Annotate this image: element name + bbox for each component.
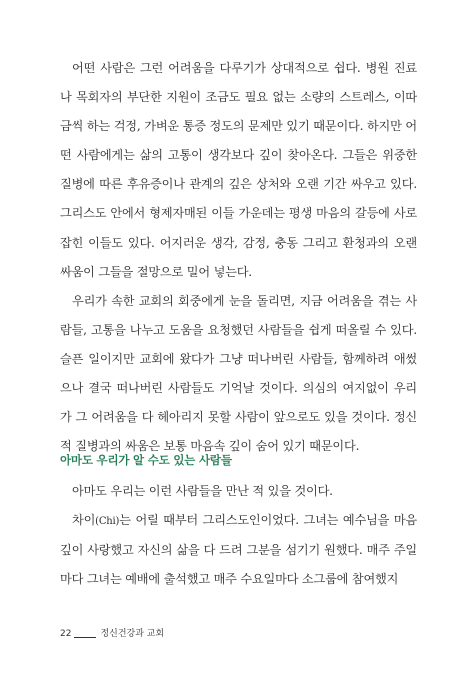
page-number: 22	[60, 629, 72, 639]
paragraph: 아마도 우리는 이런 사람들을 만난 적 있을 것이다.	[72, 484, 333, 498]
page-footer	[60, 628, 164, 640]
name-annotation: (Chi)	[95, 516, 120, 528]
running-title: 정신건강과 교회	[100, 629, 165, 639]
paragraph: 우리가 속한 교회의 회중에게 눈을 돌리면, 지금 어려움을 겪는 사람들, 고통을 나누고 도움을 요청했던 사람들을 쉽게 떠올릴 수 있다. 슬픈 일이지만 교회에 왔다가 그냥 떠나버린 사람들, 함께하려 애썼으나 결국 떠나버린 사람들도 기억날 것이다. 의심의 여지없이 우리가 그 어려움을 다 헤아리지 못할 사람이 앞으로도 있을 것이다. 정신적 질병과의 싸움은 보통 마음속 깊이 숨어 있기 때문이다.	[60, 293, 417, 454]
paragraph: 어떤 사람은 그런 어려움을 다루기가 상대적으로 쉽다. 병원 진료나 목회자의 부단한 지원이 조금도 필요 없는 소량의 스트레스, 이따금씩 하는 걱정, 가벼운 통증 정도의 문제만 있기 때문이다. 하지만 어떤 사람에게는 삶의 고통이 생각보다 깊이 찾아온다. 그들은 위중한 질병에 따른 후유증이나 관계의 깊은 상처와 오랜 기간 싸우고 있다. 그리스도 안에서 형제자매된 이들 가운데는 평생 마음의 갈등에 사로잡힌 이들도 있다. 어지러운 생각, 감정, 충동 그리고 환청과의 오랜 싸움이 그들을 절망으로 밀어 넣는다.	[60, 61, 417, 279]
footer-rule	[74, 637, 96, 638]
body-text-after-heading	[60, 477, 417, 594]
body-text-before-heading	[60, 54, 417, 461]
paragraph	[60, 506, 417, 594]
paragraph-text: 는 어릴 때부터 그리스도인이었다. 그녀는 예수님을 마음 깊이 사랑했고 자신의 삶을 다 드려 그분을 섬기기 원했다. 매주 주일마다 그녀는 예배에 출석했고 매주 수요일마다 소그룹에 참여했지	[60, 513, 417, 587]
section-heading: 아마도 우리가 알 수도 있는 사람들	[60, 453, 232, 467]
person-name: 차이	[72, 513, 96, 528]
